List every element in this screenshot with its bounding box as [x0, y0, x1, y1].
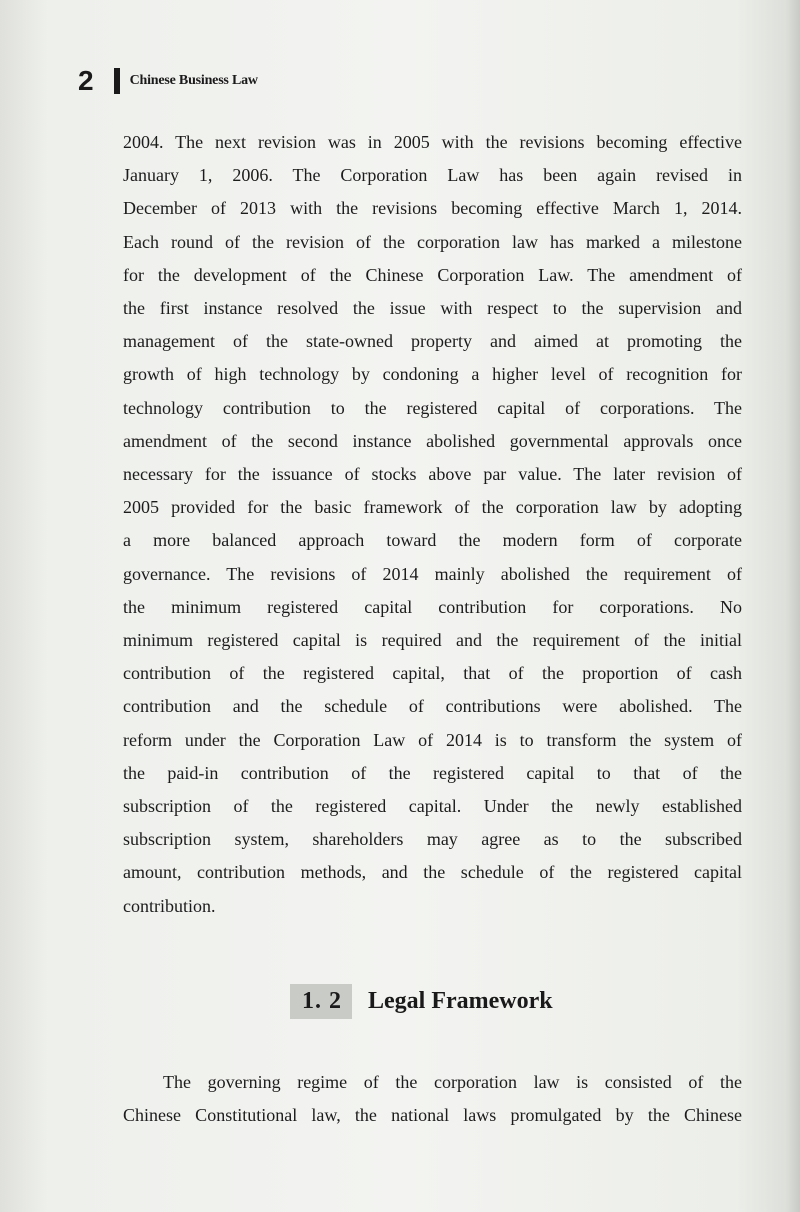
- text-line: subscription system, shareholders may agree as to the subscribed: [123, 829, 742, 850]
- text-line: subscription of the registered capital. Under the newly established: [123, 796, 742, 817]
- text-line: 2005 provided for the basic framework of the corporation law by adopting: [123, 497, 742, 518]
- text-line: governance. The revisions of 2014 mainly abolished the requirement of: [123, 563, 742, 584]
- text-line: technology contribution to the registered capital of corporations. The: [123, 397, 742, 418]
- text-line: contribution.: [123, 895, 216, 916]
- page-number: 2: [78, 65, 94, 96]
- text-line: the first instance resolved the issue with respect to the supervision and: [123, 298, 742, 319]
- text-line: amount, contribution methods, and the schedule of the registered capital: [123, 862, 742, 883]
- running-book-title: Chinese Business Law: [129, 73, 258, 88]
- text-line: the minimum registered capital contribution for corporations. No: [123, 596, 742, 617]
- section-heading: [290, 984, 553, 1019]
- text-line: management of the state-owned property and aimed at promoting the: [123, 331, 742, 352]
- text-line: for the development of the Chinese Corporation Law. The amendment of: [123, 264, 742, 285]
- text-line: Chinese Constitutional law, the national laws promulgated by the Chinese: [123, 1105, 742, 1126]
- text-line: amendment of the second instance abolished governmental approvals once: [123, 430, 742, 451]
- text-line: minimum registered capital is required and the requirement of the initial: [123, 630, 742, 651]
- text-line: necessary for the issuance of stocks above par value. The later revision of: [123, 464, 742, 485]
- text-line: December of 2013 with the revisions becoming effective March 1, 2014.: [123, 198, 742, 219]
- text-line: contribution and the schedule of contributions were abolished. The: [123, 696, 742, 717]
- text-line: a more balanced approach toward the modern form of corporate: [123, 530, 742, 551]
- body-paragraph-2: [123, 1066, 742, 1132]
- header-divider-bar: [114, 68, 120, 94]
- section-title: Legal Framework: [368, 988, 553, 1014]
- text-line: reform under the Corporation Law of 2014 is to transform the system of: [123, 729, 742, 750]
- text-line: Each round of the revision of the corporation law has marked a milestone: [123, 231, 742, 252]
- text-line: the paid-in contribution of the registered capital to that of the: [123, 762, 742, 783]
- text-line: growth of high technology by condoning a higher level of recognition for: [123, 364, 742, 385]
- text-line: The governing regime of the corporation law is consisted of the: [163, 1072, 742, 1092]
- body-paragraph-1: [123, 126, 742, 923]
- text-line: contribution of the registered capital, that of the proportion of cash: [123, 663, 742, 684]
- section-number: 1. 2: [290, 984, 352, 1019]
- page-edge-shadow: [786, 0, 800, 1212]
- page-header: [78, 64, 258, 98]
- text-line: 2004. The next revision was in 2005 with the revisions becoming effective: [123, 132, 742, 152]
- text-line: January 1, 2006. The Corporation Law has been again revised in: [123, 165, 742, 186]
